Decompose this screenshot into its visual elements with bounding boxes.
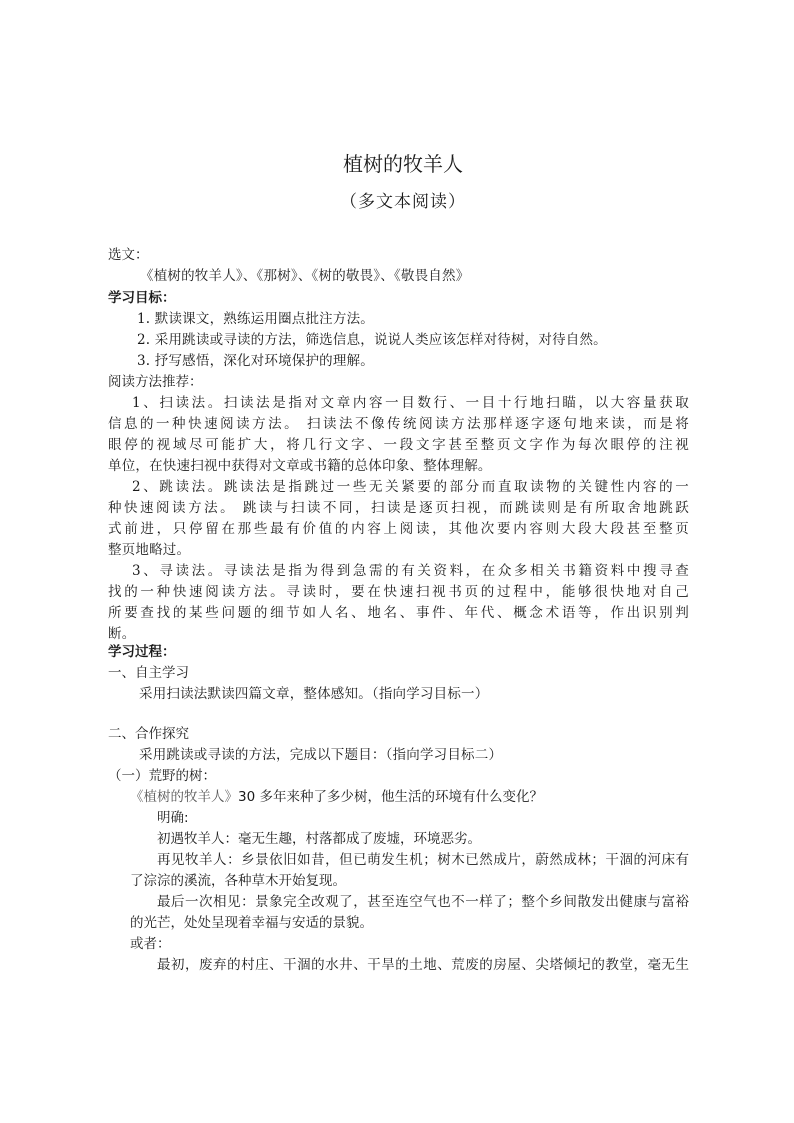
method-line: 种快速阅读方法。 跳读与扫读不同，扫读是逐页扫视，而跳读则是有所取舍地跳跃 bbox=[108, 500, 689, 516]
section-heading: 一、自主学习 bbox=[108, 665, 189, 681]
or-label: 或者： bbox=[130, 936, 171, 952]
method-line: 信息的一种快速阅读方法。 扫读法不像传统阅读方法那样逐字逐句地来读，而是将 bbox=[108, 416, 689, 432]
method-line: 整页地略过。 bbox=[108, 542, 191, 558]
method-line: 断。 bbox=[108, 626, 136, 642]
question-text: 30 多年来种了多少树，他生活的环境有什么变化？ bbox=[238, 789, 543, 805]
method-line: 式前进，只停留在那些最有价值的内容上阅读，其他次要内容则大段大段甚至整页 bbox=[108, 521, 689, 537]
section-text: 采用扫读法默读四篇文章，整体感知。（指向学习目标一） bbox=[139, 686, 489, 702]
objectives-heading: 学习目标： bbox=[108, 290, 176, 306]
methods-heading: 阅读方法推荐： bbox=[108, 374, 203, 390]
answer-line: 的光芒，处处呈现着幸福与安适的景貌。 bbox=[130, 915, 373, 931]
page-subtitle: （多文本阅读） bbox=[340, 192, 466, 212]
method-line: 所要查找的某些问题的细节如人名、地名、事件、年代、概念术语等，作出识别判 bbox=[108, 605, 689, 621]
subsection-heading: （一）荒野的树： bbox=[108, 768, 216, 784]
texts-heading: 选文： bbox=[108, 247, 149, 263]
texts-list: 《植树的牧羊人》、《那树》、《树的敬畏》、《敬畏自然》 bbox=[140, 268, 470, 284]
method-line: 眼停的视域尽可能扩大，将几行文字、一段文字甚至整页文字作为每次眼停的注视 bbox=[108, 437, 689, 453]
question-title: 《植树的牧羊人》 bbox=[130, 789, 238, 805]
answer-line: 最初，废弃的村庄、干涸的水井、干旱的土地、荒废的房屋、尖塔倾圮的教堂，毫无生 bbox=[157, 957, 689, 973]
answer-line: 了淙淙的溪流，各种草木开始复现。 bbox=[130, 873, 346, 889]
objective-item: 1. 默读课文，熟练运用圈点批注方法。 bbox=[137, 311, 374, 327]
answer-label: 明确: bbox=[157, 810, 189, 826]
method-line: 3、寻读法。寻读法是指为得到急需的有关资料，在众多相关书籍资料中搜寻查 bbox=[132, 563, 689, 579]
objective-item: 2. 采用跳读或寻读的方法，筛选信息，说说人类应该怎样对待树，对待自然。 bbox=[137, 332, 607, 348]
objective-item: 3. 抒写感悟，深化对环境保护的理解。 bbox=[137, 353, 374, 369]
answer-line: 最后一次相见：景象完全改观了，甚至连空气也不一样了；整个乡间散发出健康与富裕 bbox=[157, 894, 689, 910]
method-line: 找的一种快速阅读方法。寻读时，要在快速扫视书页的过程中，能够很快地对自己 bbox=[108, 584, 689, 600]
answer-line: 初遇牧羊人：毫无生趣，村落都成了废墟，环境恶劣。 bbox=[157, 831, 481, 847]
method-line: 1、扫读法。扫读法是指对文章内容一目数行、一目十行地扫瞄，以大容量获取 bbox=[132, 395, 689, 411]
page-title: 植树的牧羊人 bbox=[343, 152, 463, 176]
section-text: 采用跳读或寻读的方法，完成以下题目：（指向学习目标二） bbox=[139, 747, 503, 763]
section-heading: 二、合作探究 bbox=[108, 726, 189, 742]
process-heading: 学习过程： bbox=[108, 644, 176, 660]
method-line: 单位，在快速扫视中获得对文章或书籍的总体印象、整体理解。 bbox=[108, 458, 492, 474]
method-line: 2、跳读法。跳读法是指跳过一些无关紧要的部分而直取读物的关键性内容的一 bbox=[132, 479, 689, 495]
answer-line: 再见牧羊人：乡景依旧如昔，但已萌发生机；树木已然成片，蔚然成林；干涸的河床有 bbox=[157, 852, 689, 868]
question bbox=[130, 788, 543, 806]
